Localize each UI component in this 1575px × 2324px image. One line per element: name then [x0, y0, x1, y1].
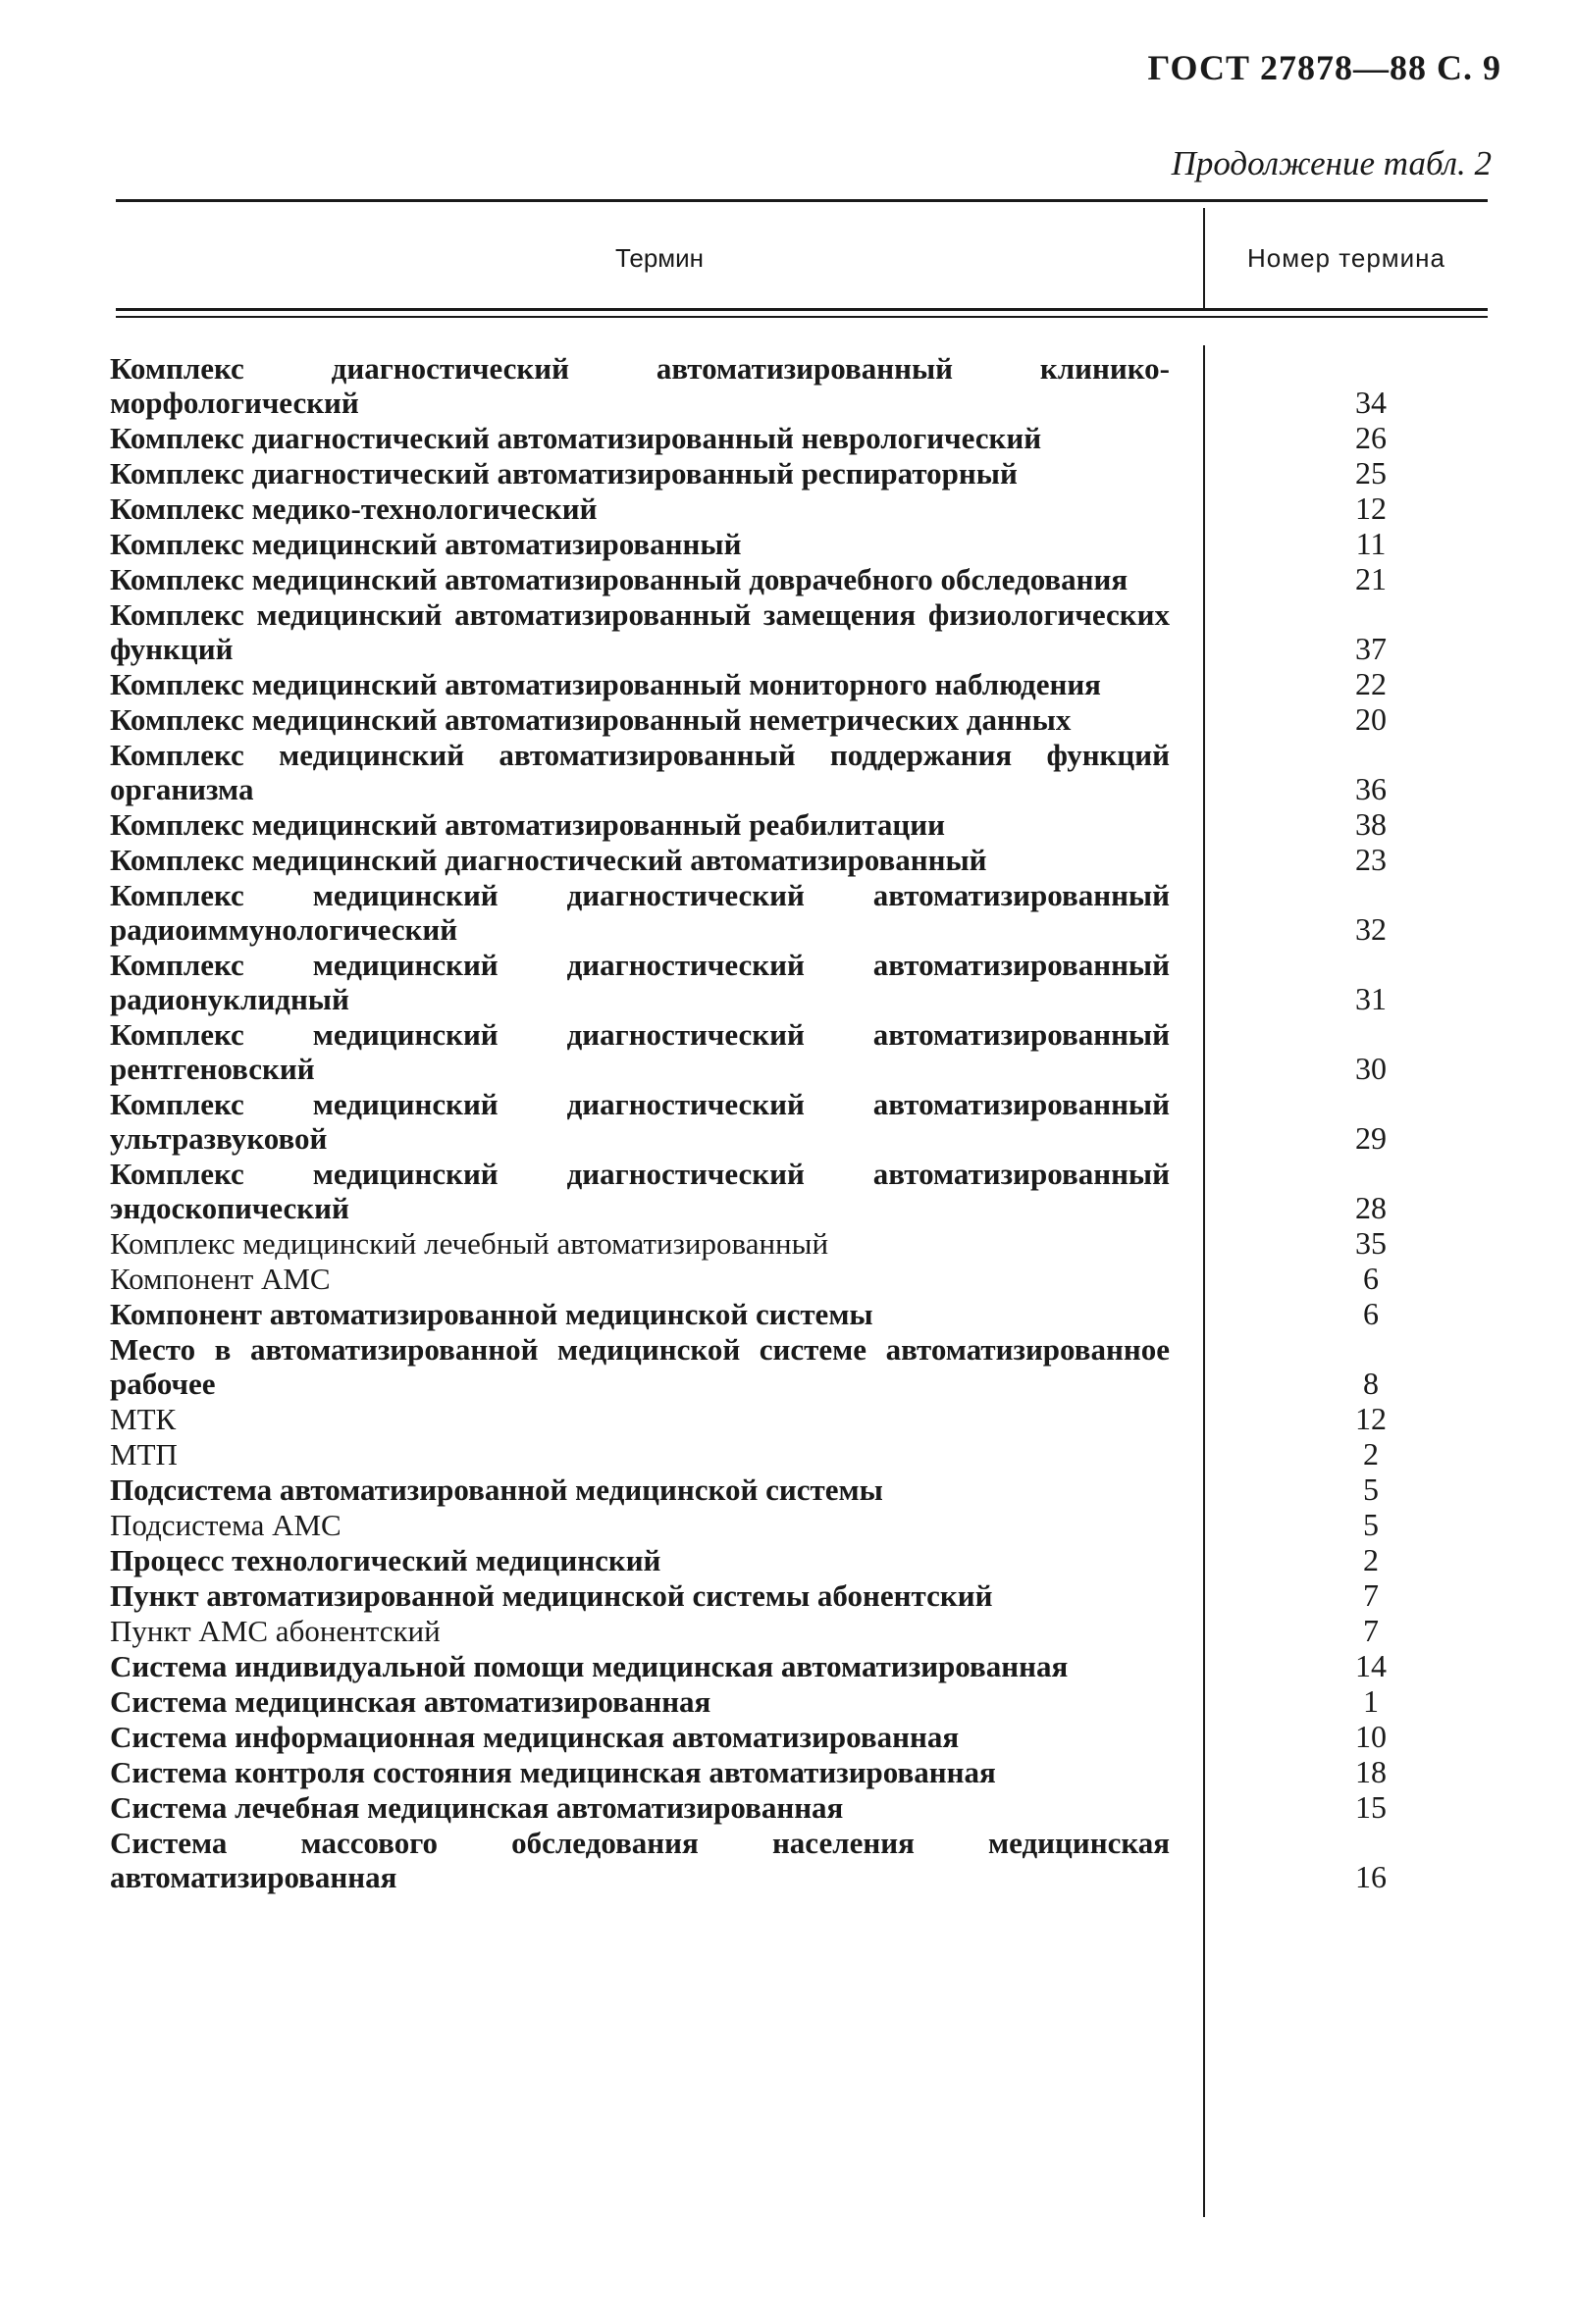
table-row	[110, 1087, 1503, 1156]
term-number-cell: 10	[1355, 1719, 1387, 1754]
term-cell: Система контроля состояния медицинская автоматизированная	[110, 1755, 996, 1789]
term-cell: Комплекс диагностический автоматизированный клинико-морфологический	[110, 351, 1170, 420]
term-number-cell: 6	[1363, 1296, 1379, 1331]
table-row	[110, 1472, 1503, 1507]
term-cell: МТП	[110, 1437, 178, 1472]
term-number-cell: 23	[1355, 842, 1387, 877]
table-row	[110, 1720, 1503, 1754]
table-row	[110, 1543, 1503, 1577]
term-number-cell: 1	[1363, 1683, 1379, 1719]
term-cell: Место в автоматизированной медицинской системе автоматизированное рабочее	[110, 1332, 1170, 1401]
term-number-cell: 37	[1355, 631, 1387, 666]
term-cell: Комплекс медицинский автоматизированный реабилитации	[110, 807, 946, 842]
term-number-cell: 7	[1363, 1577, 1379, 1613]
term-cell: Комплекс медицинский автоматизированный доврачебного обследования	[110, 562, 1129, 596]
table-row	[110, 843, 1503, 877]
term-cell: Система массового обследования населения медицинская автоматизированная	[110, 1826, 1170, 1894]
table-row	[110, 807, 1503, 842]
table-row	[110, 667, 1503, 701]
term-number-cell: 25	[1355, 455, 1387, 491]
term-number-cell: 21	[1355, 561, 1387, 596]
table-row	[110, 562, 1503, 596]
table-row	[110, 1402, 1503, 1436]
term-number-cell: 8	[1363, 1366, 1379, 1401]
term-cell: Комплекс медицинский автоматизированный мониторного наблюдения	[110, 667, 1101, 701]
term-cell: Комплекс медицинский лечебный автоматизированный	[110, 1226, 829, 1261]
table-row	[110, 421, 1503, 455]
term-cell: Комплекс медицинский автоматизированный	[110, 527, 742, 561]
term-cell: Система медицинская автоматизированная	[110, 1684, 711, 1719]
table-row	[110, 948, 1503, 1016]
term-number-cell: 22	[1355, 666, 1387, 701]
table-caption: Продолжение табл. 2	[1171, 144, 1492, 182]
term-number-cell: 5	[1363, 1472, 1379, 1507]
term-number-cell: 7	[1363, 1613, 1379, 1648]
table-row	[110, 456, 1503, 491]
term-number-cell: 18	[1355, 1754, 1387, 1789]
term-number-cell: 35	[1355, 1225, 1387, 1261]
term-cell: Система информационная медицинская автоматизированная	[110, 1720, 960, 1754]
term-number-cell: 38	[1355, 806, 1387, 842]
term-number-cell: 15	[1355, 1789, 1387, 1825]
term-number-cell: 31	[1355, 981, 1387, 1016]
header-bottom-rule-double	[116, 316, 1488, 318]
term-number-cell: 6	[1363, 1261, 1379, 1296]
term-cell: Комплекс медицинский диагностический автоматизированный	[110, 843, 987, 877]
term-cell: Комплекс медицинский автоматизированный неметрических данных	[110, 702, 1072, 737]
column-header-term: Термин	[614, 243, 705, 273]
table-row	[110, 491, 1503, 526]
header-bottom-rule	[116, 308, 1488, 311]
term-number-cell: 2	[1363, 1542, 1379, 1577]
term-number-cell: 11	[1355, 526, 1387, 561]
term-cell: Компонент АМС	[110, 1262, 331, 1296]
table-row	[110, 702, 1503, 737]
table-row	[110, 1826, 1503, 1894]
table-row	[110, 1332, 1503, 1401]
term-cell: Компонент автоматизированной медицинской системы	[110, 1297, 873, 1331]
term-cell: Комплекс медицинский диагностический автоматизированный радионуклидный	[110, 948, 1170, 1016]
term-number-cell: 26	[1355, 420, 1387, 455]
term-number-cell: 12	[1355, 1401, 1387, 1436]
table-row	[110, 1755, 1503, 1789]
table-row	[110, 738, 1503, 806]
term-number-cell: 36	[1355, 771, 1387, 806]
table-row	[110, 351, 1503, 420]
term-number-cell: 34	[1355, 385, 1387, 420]
term-number-cell: 5	[1363, 1507, 1379, 1542]
table-row	[110, 1437, 1503, 1472]
table-row	[110, 1508, 1503, 1542]
term-cell: Комплекс медицинский автоматизированный замещения физиологических функций	[110, 597, 1170, 666]
table-row	[110, 1262, 1503, 1296]
term-cell: Комплекс медицинский диагностический автоматизированный ультразвуковой	[110, 1087, 1170, 1156]
term-number-cell: 14	[1355, 1648, 1387, 1683]
term-cell: Подсистема АМС	[110, 1508, 341, 1542]
column-header-number: Номер термина	[1246, 243, 1445, 273]
table-top-rule	[116, 199, 1488, 202]
table-row	[110, 1684, 1503, 1719]
term-number-cell: 20	[1355, 701, 1387, 737]
term-cell: Комплекс медицинский автоматизированный поддержания функций организма	[110, 738, 1170, 806]
table-row	[110, 1297, 1503, 1331]
table-row	[110, 597, 1503, 666]
table-row	[110, 1157, 1503, 1225]
term-number-cell: 2	[1363, 1436, 1379, 1472]
term-cell: Комплекс медицинский диагностический автоматизированный рентгеновский	[110, 1017, 1170, 1086]
terms-table-body	[110, 351, 1503, 1895]
table-row	[110, 527, 1503, 561]
term-cell: Комплекс медико-технологический	[110, 491, 598, 526]
term-cell: Комплекс медицинский диагностический автоматизированный радиоиммунологический	[110, 878, 1170, 947]
term-cell: Пункт автоматизированной медицинской системы абонентский	[110, 1578, 993, 1613]
page-header: ГОСТ 27878—88 С. 9	[1147, 48, 1501, 87]
term-number-cell: 29	[1355, 1120, 1387, 1156]
term-cell: Комплекс диагностический автоматизированный респираторный	[110, 456, 1018, 491]
term-cell: Система индивидуальной помощи медицинская автоматизированная	[110, 1649, 1069, 1683]
term-cell: Пункт АМС абонентский	[110, 1614, 441, 1648]
term-cell: Подсистема автоматизированной медицинской системы	[110, 1472, 883, 1507]
term-cell: Процесс технологический медицинский	[110, 1543, 661, 1577]
term-number-cell: 16	[1355, 1859, 1387, 1894]
term-number-cell: 12	[1355, 491, 1387, 526]
term-number-cell: 30	[1355, 1051, 1387, 1086]
term-number-cell: 32	[1355, 911, 1387, 947]
table-row	[110, 1790, 1503, 1825]
table-row	[110, 1578, 1503, 1613]
table-row	[110, 878, 1503, 947]
table-row	[110, 1649, 1503, 1683]
term-cell: Комплекс медицинский диагностический автоматизированный эндоскопический	[110, 1157, 1170, 1225]
table-row	[110, 1017, 1503, 1086]
term-cell: Комплекс диагностический автоматизированный неврологический	[110, 421, 1042, 455]
term-cell: Система лечебная медицинская автоматизированная	[110, 1790, 844, 1825]
term-cell: МТК	[110, 1402, 177, 1436]
table-row	[110, 1226, 1503, 1261]
table-row	[110, 1614, 1503, 1648]
term-number-cell: 28	[1355, 1190, 1387, 1225]
